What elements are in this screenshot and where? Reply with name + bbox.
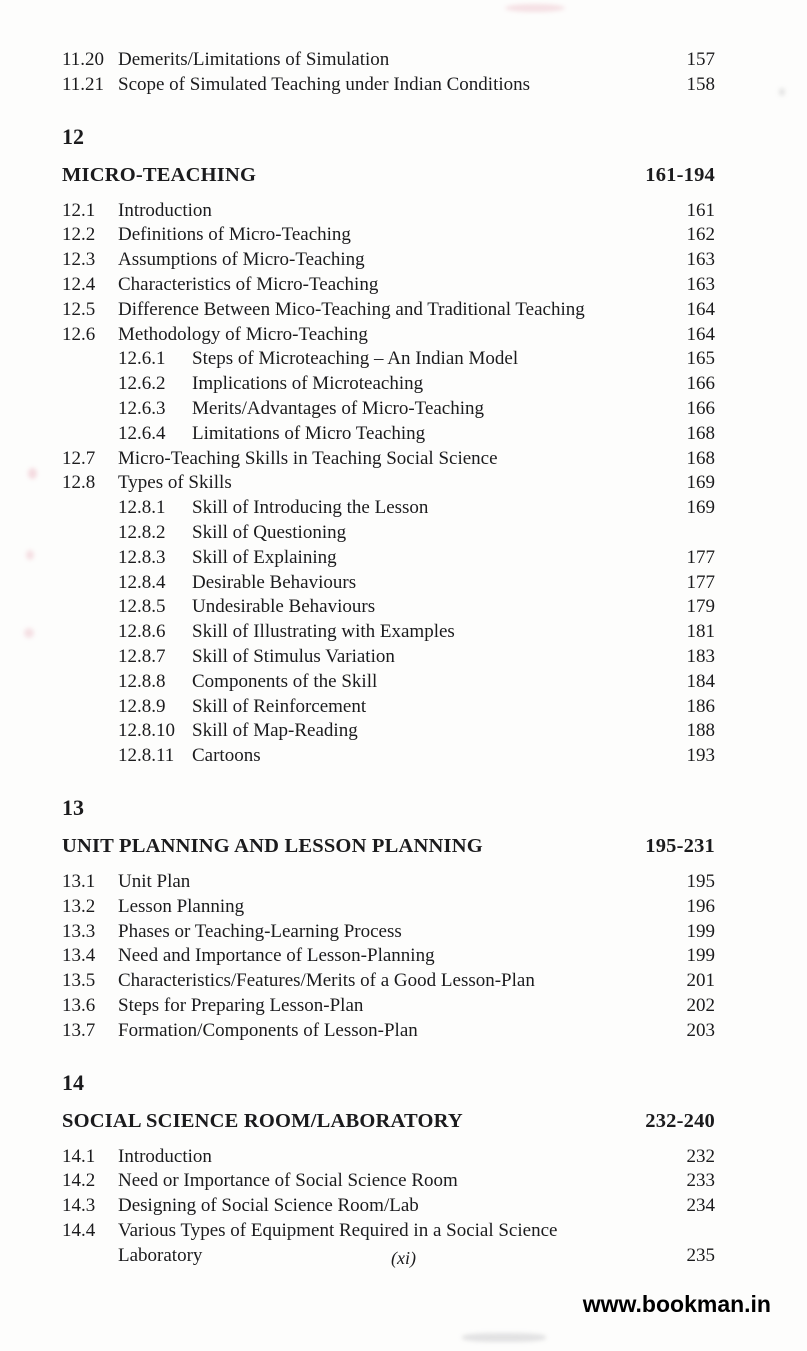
entry-label-line: Need and Importance of Lesson-Planning: [118, 945, 435, 967]
entry-label: [118, 447, 498, 472]
entry-label: [118, 48, 389, 73]
entry-label: [192, 422, 425, 447]
entry-label: [192, 546, 337, 571]
entry-label-line: Introduction: [118, 1145, 212, 1167]
entry-number: 13.2: [62, 895, 96, 917]
entry-number: 12.6.4: [118, 422, 166, 444]
entry-number: 12.4: [62, 273, 96, 295]
toc-entry: [62, 1169, 458, 1194]
entry-label-line: Skill of Reinforcement: [192, 695, 367, 717]
entry-number: 14.4: [62, 1219, 96, 1241]
entry-label-line: Limitations of Micro Teaching: [192, 422, 426, 444]
entry-label-line: Skill of Questioning: [192, 521, 347, 543]
entry-label: [118, 73, 530, 98]
entry-label-line: Lesson Planning: [118, 895, 245, 917]
toc-entry-row: [62, 223, 715, 248]
entry-label-line: Steps for Preparing Lesson-Plan: [118, 994, 364, 1016]
entry-page: 193: [686, 745, 715, 767]
toc-entry: [62, 223, 351, 248]
entry-page: 183: [686, 645, 715, 667]
toc-entry: [62, 273, 378, 298]
chapter-page-range: 161-194: [645, 163, 715, 186]
toc-entry-row: [62, 199, 715, 224]
toc-entry: [118, 695, 366, 720]
entry-label: [118, 1019, 418, 1044]
chapter-page-range: 195-231: [645, 834, 715, 857]
entry-page: 162: [686, 224, 715, 246]
entry-label-line: Desirable Behaviours: [192, 571, 357, 593]
toc-entry: [62, 920, 402, 945]
entry-label: [192, 695, 366, 720]
chapter-title: UNIT PLANNING AND LESSON PLANNING: [62, 834, 483, 857]
entry-page: 169: [686, 472, 715, 494]
entry-label-line: Introduction: [118, 199, 212, 221]
entry-number: 12.8.4: [118, 571, 166, 593]
toc-entry-row: [62, 1019, 715, 1044]
chapter-page-range: 232-240: [645, 1109, 715, 1132]
entry-label-line: Scope of Simulated Teaching under Indian Conditions: [118, 73, 531, 95]
entry-number: 14.1: [62, 1145, 96, 1167]
toc-entry-row: [62, 571, 715, 596]
toc-entry-row: [62, 1145, 715, 1170]
toc-entry: [118, 546, 337, 571]
toc-entry-row: [62, 48, 715, 73]
entry-label-line: Demerits/Limitations of Simulation: [118, 49, 390, 70]
toc-entry-row: [62, 620, 715, 645]
entry-label-line: Characteristics/Features/Merits of a Good Lesson-Plan: [118, 970, 535, 992]
chapter-heading-row: [62, 163, 715, 188]
entry-label: [118, 870, 190, 895]
entry-number: 12.2: [62, 224, 96, 246]
chapter-title: SOCIAL SCIENCE ROOM/LABORATORY: [62, 1109, 463, 1132]
entry-number: 12.6.2: [118, 373, 166, 395]
toc-entry: [62, 447, 498, 472]
toc-entry-row: [62, 695, 715, 720]
toc-entry: [118, 372, 423, 397]
entry-label: [192, 595, 375, 620]
toc-entry-row: [62, 595, 715, 620]
entry-label-line: Definitions of Micro-Teaching: [118, 224, 351, 246]
toc-entry: [118, 719, 358, 744]
scan-artifact: [505, 4, 565, 12]
entry-label-line: Cartoons: [192, 745, 261, 767]
entry-label-line: Designing of Social Science Room/Lab: [118, 1195, 419, 1217]
entry-number: 14.2: [62, 1170, 96, 1192]
entry-page: 235: [686, 1244, 715, 1266]
entry-label: [118, 920, 402, 945]
entry-label: [192, 372, 423, 397]
toc-entry-row: [62, 1194, 715, 1219]
toc-entry: [118, 670, 377, 695]
entry-label: [118, 471, 232, 496]
scan-artifact: [462, 1333, 546, 1342]
toc-entry-row: [62, 719, 715, 744]
toc-entry: [118, 620, 455, 645]
entry-label-line: Skill of Illustrating with Examples: [192, 621, 455, 643]
entry-page: 166: [686, 397, 715, 419]
entry-label: [118, 199, 212, 224]
toc-entry-row: [62, 347, 715, 372]
toc-entry: [62, 323, 368, 348]
entry-page: 184: [686, 670, 715, 692]
entry-label: [118, 273, 378, 298]
page-footer-label: (xi): [391, 1248, 416, 1268]
entry-label-line: Implications of Microteaching: [192, 373, 424, 395]
entry-label: [118, 298, 585, 323]
entry-number: 12.6.1: [118, 348, 166, 370]
entry-label: [118, 1194, 419, 1219]
toc-entry-row: [62, 496, 715, 521]
entry-number: 12.8.6: [118, 621, 166, 643]
entry-label: [192, 744, 261, 769]
entry-label-line: Phases or Teaching-Learning Process: [118, 920, 402, 942]
entry-page: 199: [686, 920, 715, 942]
entry-page: 179: [686, 596, 715, 618]
toc-entry-row: [62, 521, 715, 546]
entry-page: 163: [686, 249, 715, 271]
toc-entry: [118, 744, 261, 769]
toc-entry-row: [62, 969, 715, 994]
entry-page: 196: [686, 895, 715, 917]
toc-entry-row: [62, 670, 715, 695]
toc-entry-row: [62, 471, 715, 496]
chapter-number: 12: [62, 123, 84, 149]
toc-entry-row: [62, 397, 715, 422]
entry-label-line: Steps of Microteaching – An Indian Model: [192, 348, 519, 370]
toc-entry: [118, 571, 356, 596]
entry-label-line: Skill of Stimulus Variation: [192, 645, 395, 667]
toc-entry: [62, 48, 389, 73]
toc-entry-row: [62, 870, 715, 895]
entry-label-line: Various Types of Equipment Required in a Social Science: [118, 1219, 558, 1241]
entry-number: 11.21: [62, 73, 105, 95]
entry-page: 181: [686, 621, 715, 643]
entry-number: 12.8.8: [118, 670, 166, 692]
entry-number: 12.8.5: [118, 596, 166, 618]
toc-entry: [62, 248, 365, 273]
entry-label: [192, 620, 455, 645]
chapter-number: 13: [62, 794, 84, 820]
entry-label: [192, 645, 395, 670]
scan-artifact: [28, 468, 37, 479]
toc-entry: [118, 397, 484, 422]
entry-page: 164: [686, 298, 715, 320]
entry-number: 12.8.10: [118, 720, 175, 742]
scan-artifact: [26, 550, 34, 560]
chapter-heading-row: [62, 1109, 715, 1134]
toc-entry-row: [62, 920, 715, 945]
entry-number: 12.6.3: [118, 397, 166, 419]
entry-number: 12.8.1: [118, 497, 166, 519]
entry-number: 12.1: [62, 199, 96, 221]
entry-label: [192, 397, 484, 422]
entry-page: 201: [686, 970, 715, 992]
toc-entry-row: [62, 422, 715, 447]
entry-number: 12.3: [62, 249, 96, 271]
toc-entry: [62, 1019, 418, 1044]
entry-page: 234: [686, 1195, 715, 1217]
entry-label-line: Need or Importance of Social Science Room: [118, 1170, 458, 1192]
entry-label: [192, 571, 356, 596]
entry-label-line: Types of Skills: [118, 472, 232, 494]
toc-entry-row: [62, 323, 715, 348]
toc-entry: [62, 969, 535, 994]
toc-entry: [62, 298, 585, 323]
toc-entry-row: [62, 273, 715, 298]
entry-page: 199: [686, 945, 715, 967]
entry-number: 14.3: [62, 1195, 96, 1217]
entry-label: [192, 496, 428, 521]
toc-entry-row: [62, 1169, 715, 1194]
entry-label: [118, 1169, 458, 1194]
entry-page: 188: [686, 720, 715, 742]
entry-label-line: Skill of Introducing the Lesson: [192, 497, 429, 519]
entry-page: 163: [686, 273, 715, 295]
entry-label: [118, 248, 365, 273]
entry-label: [118, 223, 351, 248]
toc-entry: [118, 645, 395, 670]
entry-label: [192, 670, 377, 695]
entry-label-line: Assumptions of Micro-Teaching: [118, 249, 365, 271]
toc-entry-row: [62, 944, 715, 969]
entry-number: 12.7: [62, 447, 96, 469]
toc-entry: [62, 73, 530, 98]
toc-entry: [62, 944, 435, 969]
entry-label: [118, 1145, 212, 1170]
toc-entry-row: [62, 744, 715, 769]
entry-label: [118, 944, 435, 969]
toc-entry: [118, 496, 428, 521]
toc-entry: [62, 870, 190, 895]
toc-entry: [62, 1145, 212, 1170]
entry-label: [192, 347, 518, 372]
chapter-number: 14: [62, 1069, 84, 1095]
toc-entry-row: [62, 447, 715, 472]
entry-number: 12.8: [62, 472, 96, 494]
entry-number: 12.8.11: [118, 745, 175, 767]
toc-entry-row: [62, 372, 715, 397]
scan-artifact: [24, 628, 34, 638]
toc-entry: [62, 895, 244, 920]
entry-label: [192, 521, 346, 546]
toc-entry: [118, 595, 375, 620]
toc-entry-row: [62, 994, 715, 1019]
entry-page: 177: [686, 546, 715, 568]
entry-page: 157: [686, 49, 715, 70]
toc-entry: [118, 347, 518, 372]
entry-page: 202: [686, 994, 715, 1016]
entry-page: 195: [686, 870, 715, 892]
entry-page: 169: [686, 497, 715, 519]
entry-label-line: Difference Between Mico-Teaching and Traditional Teaching: [118, 298, 585, 320]
entry-number: 13.1: [62, 870, 96, 892]
entry-label: [118, 969, 535, 994]
scan-artifact: [779, 88, 785, 96]
entry-label-line: Merits/Advantages of Micro-Teaching: [192, 397, 485, 419]
toc-entry: [62, 994, 363, 1019]
toc-entry-row: [62, 645, 715, 670]
entry-page: 232: [686, 1145, 715, 1167]
entry-label: [118, 994, 363, 1019]
toc-entry: [62, 471, 232, 496]
entry-page: 165: [686, 348, 715, 370]
entry-label: [192, 719, 358, 744]
toc-entry-row: [62, 546, 715, 571]
toc-entry: [118, 422, 425, 447]
toc-entry: [62, 199, 212, 224]
entry-page: 164: [686, 323, 715, 345]
entry-label-line: Undesirable Behaviours: [192, 596, 376, 618]
entry-number: 13.4: [62, 945, 96, 967]
toc-entry: [62, 1194, 419, 1219]
entry-number: 12.5: [62, 298, 96, 320]
entry-number: 12.6: [62, 323, 96, 345]
chapter-title: MICRO-TEACHING: [62, 163, 257, 186]
toc-entry-row: [62, 73, 715, 98]
toc-entry-row: [62, 298, 715, 323]
toc-entry-row: [62, 248, 715, 273]
entry-label: [118, 323, 368, 348]
entry-page: 186: [686, 695, 715, 717]
entry-number: 13.6: [62, 994, 96, 1016]
entry-number: 13.7: [62, 1019, 96, 1041]
table-of-contents: [62, 48, 715, 1268]
entry-page: 161: [686, 199, 715, 221]
entry-number: 13.5: [62, 970, 96, 992]
entry-number: 12.8.9: [118, 695, 166, 717]
entry-label-line: Laboratory: [118, 1244, 203, 1266]
entry-label-line: Formation/Components of Lesson-Plan: [118, 1019, 418, 1041]
entry-page: 233: [686, 1170, 715, 1192]
entry-page: 166: [686, 373, 715, 395]
entry-label-line: Components of the Skill: [192, 670, 378, 692]
entry-page: 158: [686, 73, 715, 95]
entry-number: 13.3: [62, 920, 96, 942]
entry-label-line: Characteristics of Micro-Teaching: [118, 273, 379, 295]
entry-page: 168: [686, 447, 715, 469]
toc-entry-row: [62, 895, 715, 920]
entry-label-line: Skill of Explaining: [192, 546, 337, 568]
entry-label-line: Unit Plan: [118, 870, 191, 892]
entry-number: 12.8.3: [118, 546, 166, 568]
entry-number: 12.8.7: [118, 645, 166, 667]
entry-number: 12.8.2: [118, 521, 166, 543]
watermark: www.bookman.in: [582, 1291, 771, 1317]
chapter-heading-row: [62, 834, 715, 859]
entry-page: 168: [686, 422, 715, 444]
entry-label-line: Micro-Teaching Skills in Teaching Social Science: [118, 447, 498, 469]
entry-label-line: Methodology of Micro-Teaching: [118, 323, 368, 345]
entry-number: 11.20: [62, 49, 105, 70]
entry-label: [118, 895, 244, 920]
toc-entry: [118, 521, 346, 546]
entry-label-line: Skill of Map-Reading: [192, 720, 358, 742]
entry-page: 203: [686, 1019, 715, 1041]
entry-page: 177: [686, 571, 715, 593]
